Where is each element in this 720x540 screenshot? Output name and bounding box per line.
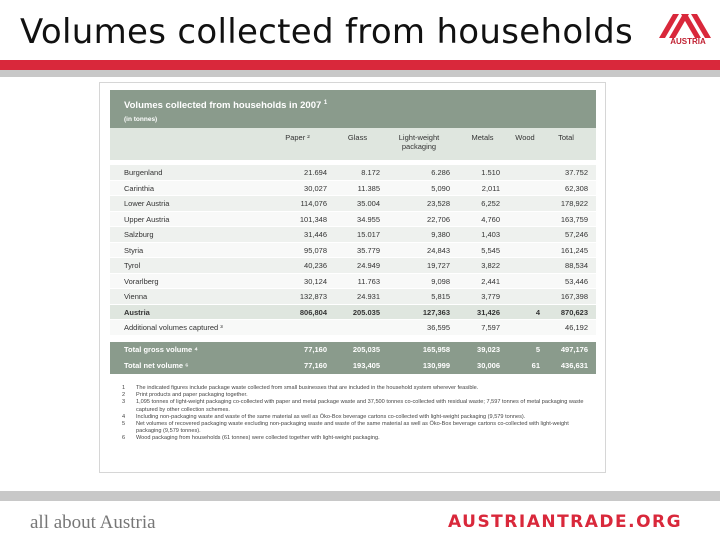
col-header-paper: Paper ² <box>285 133 310 142</box>
slide-title: Volumes collected from households <box>20 12 634 52</box>
cell-glass: 24.931 <box>357 292 380 301</box>
cell-metals: 2,441 <box>481 276 500 286</box>
cell-light: 127,363 <box>422 307 450 317</box>
cell-paper: 806,804 <box>299 307 327 317</box>
cell-wood: 61 <box>531 361 540 370</box>
table-row <box>110 320 596 336</box>
table-unit: (in tonnes) <box>124 116 158 123</box>
footnote-mark: 3 <box>122 399 126 406</box>
cell-glass: 205,035 <box>352 345 380 354</box>
footnote-mark: 2 <box>122 392 126 399</box>
footnote <box>122 399 592 413</box>
cell-light: 19,727 <box>427 261 450 270</box>
cell-paper: 132,873 <box>299 292 327 301</box>
cell-paper: 31,446 <box>304 230 327 239</box>
cell-metals: 39,023 <box>477 345 500 354</box>
cell-total: 46,192 <box>565 323 588 332</box>
cell-light: 9,380 <box>431 230 450 239</box>
cell-light: 22,706 <box>427 214 450 224</box>
col-header-light-weight: Light-weight packaging <box>398 133 440 151</box>
table-row <box>110 305 596 321</box>
cell-light: 36,595 <box>427 323 450 332</box>
col-header-glass: Glass <box>347 133 368 142</box>
row-label: Austria <box>124 307 150 317</box>
cell-paper: 95,078 <box>304 245 327 255</box>
cell-metals: 1.510 <box>481 168 500 177</box>
cell-paper: 77,160 <box>304 361 327 370</box>
cell-metals: 31,426 <box>477 307 500 317</box>
table-row <box>110 227 596 243</box>
table-row <box>110 358 596 374</box>
cell-metals: 3,822 <box>481 261 500 270</box>
cell-total: 167,398 <box>560 292 588 301</box>
cell-paper: 77,160 <box>304 345 327 354</box>
cell-light: 23,528 <box>427 199 450 208</box>
cell-total: 37.752 <box>565 168 588 177</box>
table-row <box>110 342 596 358</box>
cell-light: 6.286 <box>431 168 450 177</box>
table-row <box>110 258 596 274</box>
cell-glass: 205.035 <box>352 307 380 317</box>
col-header-wood: Wood <box>515 133 535 142</box>
row-label: Vorarlberg <box>124 276 159 286</box>
table-title: Volumes collected from households in 2007 $^1$ <box>124 100 328 112</box>
row-label: Styria <box>124 245 144 255</box>
footnote-mark: 4 <box>122 413 126 420</box>
footnote-text: The indicated figures include package waste collected from small businesses that are included in the household system wherever feasible. <box>136 385 479 391</box>
cell-glass: 11.385 <box>357 183 380 193</box>
footnote-text: 1,095 tonnes of light-weight packaging co-collected with paper and metal package waste and 37,500 tonnes co-collected with residual waste; 7,597 tonnes of metal packaging waste captured by other collection schemes. <box>136 399 584 413</box>
footnote <box>122 385 592 392</box>
cell-paper: 30,027 <box>304 183 327 193</box>
header-red-band <box>0 60 720 70</box>
table-footnotes <box>122 385 592 443</box>
cell-metals: 5,545 <box>481 245 500 255</box>
row-label: Upper Austria <box>124 214 170 224</box>
table-column-headers <box>110 128 596 160</box>
footnote-mark: 5 <box>122 421 126 428</box>
row-label: Lower Austria <box>124 199 170 208</box>
footnote <box>122 414 592 421</box>
cell-light: 24,843 <box>427 245 450 255</box>
table-row <box>110 165 596 181</box>
table-row <box>110 274 596 290</box>
cell-metals: 3,779 <box>481 292 500 301</box>
footer-website: AUSTRIANTRADE.ORG <box>448 512 683 532</box>
cell-total: 178,922 <box>560 199 588 208</box>
header-grey-band <box>0 70 720 77</box>
cell-glass: 34.955 <box>357 214 380 224</box>
cell-light: 165,958 <box>422 345 450 354</box>
table-row <box>110 212 596 228</box>
table-row <box>110 243 596 259</box>
cell-total: 62,308 <box>565 183 588 193</box>
cell-glass: 35.779 <box>357 245 380 255</box>
cell-glass: 11.763 <box>357 276 380 286</box>
row-label: Carinthia <box>124 183 155 193</box>
cell-wood: 4 <box>535 307 540 317</box>
cell-total: 163,759 <box>560 214 588 224</box>
cell-glass: 8.172 <box>361 168 380 177</box>
footnote <box>122 435 592 442</box>
table-row <box>110 181 596 197</box>
row-label: Tyrol <box>124 261 141 270</box>
cell-glass: 24.949 <box>357 261 380 270</box>
cell-total: 161,245 <box>560 245 588 255</box>
cell-glass: 193,405 <box>352 361 380 370</box>
statistics-table-image <box>99 82 606 473</box>
table-row <box>110 196 596 212</box>
row-label: Burgenland <box>124 168 163 177</box>
cell-glass: 15.017 <box>357 230 380 239</box>
cell-glass: 35.004 <box>357 199 380 208</box>
cell-metals: 6,252 <box>481 199 500 208</box>
footnote-text: Net volumes of recovered packaging waste excluding non-packaging waste and waste of the same material as well as Öko-Box beverage cartons co-collected with light-weight packaging (9,579 tonnes). <box>136 421 569 435</box>
footnote <box>122 421 592 435</box>
cell-metals: 2,011 <box>481 183 500 193</box>
row-label: Additional volumes captured ³ <box>124 323 223 332</box>
cell-total: 57,246 <box>565 230 588 239</box>
col-header-total: Total <box>558 133 574 142</box>
cell-metals: 7,597 <box>481 323 500 332</box>
footnote-text: Including non-packaging waste and waste of the same material as well as Öko-Box beverage cartons co-collected with light-weight packaging (9,579 tonnes). <box>136 413 526 420</box>
cell-metals: 30,006 <box>477 361 500 370</box>
logo-wordmark: AUSTRIA <box>670 37 706 46</box>
table-header-bar <box>110 90 596 128</box>
cell-total: 88,534 <box>565 261 588 270</box>
cell-total: 53,446 <box>565 276 588 286</box>
cell-metals: 4,760 <box>481 214 500 224</box>
cell-paper: 21.694 <box>304 168 327 177</box>
cell-paper: 114,076 <box>300 199 327 208</box>
footnote-text: Wood packaging from households (61 tonnes) were collected together with light-weight packaging. <box>136 435 380 442</box>
table-row <box>110 289 596 305</box>
cell-paper: 30,124 <box>304 276 327 286</box>
row-label: Salzburg <box>124 230 154 239</box>
cell-total: 870,623 <box>560 307 588 317</box>
footnote <box>122 392 592 399</box>
row-label: Vienna <box>124 292 148 301</box>
footer-grey-band <box>0 491 720 501</box>
cell-paper: 40,236 <box>304 261 327 270</box>
footer-tagline: all about Austria <box>30 512 156 533</box>
footnote-mark: 6 <box>122 435 126 442</box>
cell-paper: 101,348 <box>299 214 327 224</box>
cell-total: 436,631 <box>560 361 588 370</box>
col-header-metals: Metals <box>471 133 494 142</box>
cell-light: 5,090 <box>431 183 450 193</box>
cell-total: 497,176 <box>560 345 588 354</box>
cell-light: 130,999 <box>422 361 450 370</box>
row-label: Total net volume ⁶ <box>124 361 189 370</box>
cell-light: 9,098 <box>431 276 450 286</box>
cell-light: 5,815 <box>431 292 450 301</box>
cell-wood: 5 <box>535 345 540 354</box>
footnote-text: Print products and paper packaging together. <box>136 392 248 399</box>
cell-metals: 1,403 <box>481 230 500 239</box>
row-label: Total gross volume ⁴ <box>124 345 199 354</box>
footnote-mark: 1 <box>122 385 126 391</box>
